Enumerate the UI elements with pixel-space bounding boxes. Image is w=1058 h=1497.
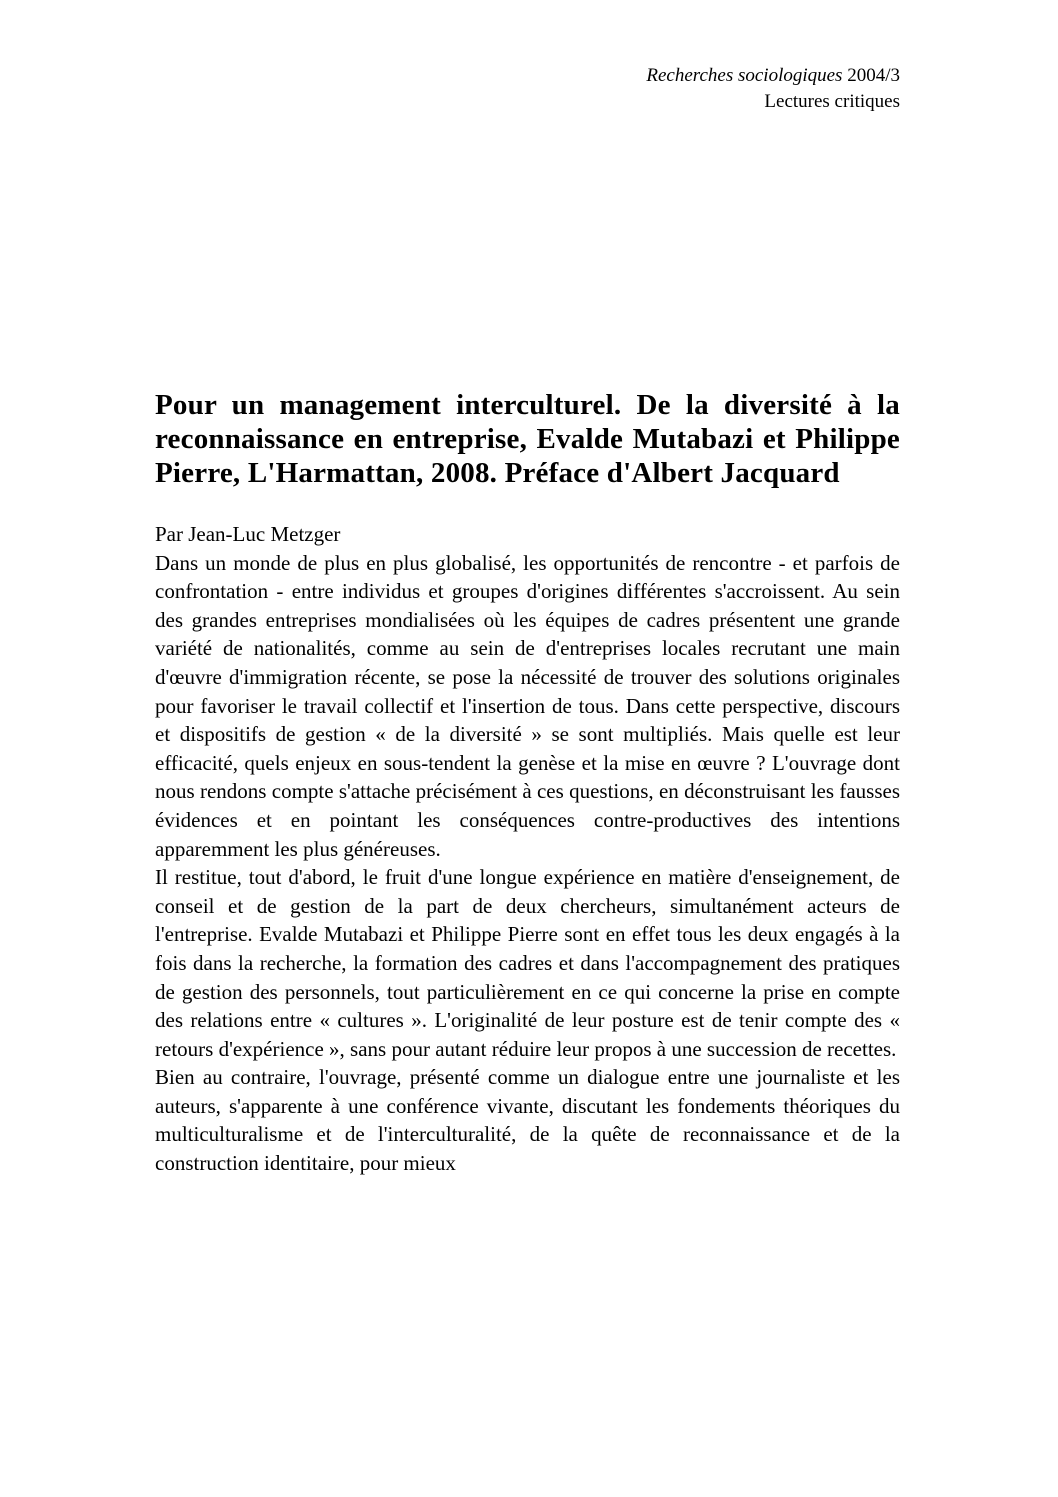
byline: Par Jean-Luc Metzger xyxy=(155,522,341,546)
section-name: Lectures critiques xyxy=(764,91,900,112)
paragraph: Bien au contraire, l'ouvrage, présenté comme un dialogue entre une journaliste et les auteurs, s'apparente à une conférence vivante, discutant les fondements théoriques du multiculturalisme et de l'interculturalité, de la quête de reconnaissance et de la construction identitaire, pour mieux xyxy=(155,1065,900,1176)
journal-issue: 2004/3 xyxy=(847,65,900,86)
running-head-line-1 xyxy=(646,63,900,89)
journal-name: Recherches sociologiques xyxy=(646,65,843,86)
paragraph: Il restitue, tout d'abord, le fruit d'une longue expérience en matière d'enseignement, de conseil et de gestion de la part de deux chercheurs, simultanément acteurs de l'entreprise. Evalde Mutabazi et Philippe Pierre sont en effet tous les deux engagés à la fois dans la recherche, la formation des cadres et dans l'accompagnement des pratiques de gestion des personnels, tout particulièrement en ce qui concerne la prise en compte des relations entre « cultures ». L'originalité de leur posture est de tenir compte des « retours d'expérience », sans pour autant réduire leur propos à une succession de recettes. xyxy=(155,865,900,1061)
paragraph: Dans un monde de plus en plus globalisé, les opportunités de rencontre - et parfois de confrontation - entre individus et groupes d'origines différentes s'accroissent. Au sein des grandes entreprises mondialisées où les équipes de cadres présentent une grande variété de nationalités, comme au sein de d'entreprises locales recrutant une main d'œuvre d'immigration récente, se pose la nécessité de trouver des solutions originales pour favoriser le travail collectif et l'insertion de tous. Dans cette perspective, discours et dispositifs de gestion « de la diversité » se sont multipliés. Mais quelle est leur efficacité, quels enjeux en sous-tendent la genèse et la mise en œuvre ? L'ouvrage dont nous rendons compte s'attache précisément à ces questions, en déconstruisant les fausses évidences et en pointant les conséquences contre-productives des intentions apparemment les plus généreuses. xyxy=(155,550,900,861)
running-head xyxy=(646,63,900,115)
article xyxy=(155,388,900,1178)
article-title: Pour un management interculturel. De la diversité à la reconnaissance en entreprise, Evalde Mutabazi et Philippe Pierre, L'Harmattan, 2008. Préface d'Albert Jacquard xyxy=(155,389,900,489)
